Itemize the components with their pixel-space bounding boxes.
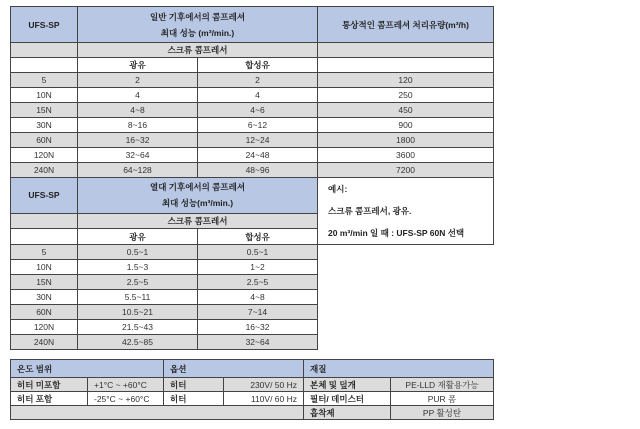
table-row	[11, 290, 494, 305]
temp-value: -25°C ~ +60°C	[88, 392, 164, 406]
spec-row	[11, 392, 494, 406]
table-row	[11, 163, 494, 178]
flow-cell: 7200	[318, 163, 494, 178]
col-mineral: 광유	[78, 229, 198, 245]
flow-cell: 450	[318, 103, 494, 118]
synthetic-cell: 6~12	[198, 118, 318, 133]
normal-title	[78, 7, 318, 43]
flow-cell: 1800	[318, 133, 494, 148]
option-label: 히터	[164, 378, 224, 392]
option-label: 히터	[164, 392, 224, 406]
table-row	[11, 260, 494, 275]
mineral-cell: 4~8	[78, 103, 198, 118]
tropical-title	[78, 178, 318, 214]
synthetic-cell: 7~14	[198, 305, 318, 320]
flow-cell: 250	[318, 88, 494, 103]
model-cell: 240N	[11, 163, 78, 178]
table-row	[11, 305, 494, 320]
mineral-cell: 2	[78, 73, 198, 88]
material-label: 흡착제	[304, 406, 391, 420]
synthetic-cell: 24~48	[198, 148, 318, 163]
material-header: 재질	[304, 360, 494, 378]
model-cell: 60N	[11, 305, 78, 320]
option-value: 230V/ 50 Hz	[224, 378, 304, 392]
mineral-cell: 8~16	[78, 118, 198, 133]
material-value: PE-LLD 재활용가능	[391, 378, 494, 392]
table-row	[11, 245, 494, 260]
material-label: 본체 및 덮개	[304, 378, 391, 392]
model-cell: 30N	[11, 290, 78, 305]
synthetic-cell: 0.5~1	[198, 245, 318, 260]
synthetic-cell: 1~2	[198, 260, 318, 275]
material-value: PP 활성탄	[391, 406, 494, 420]
col-synthetic: 합성유	[198, 229, 318, 245]
table-row	[11, 88, 494, 103]
model-cell: 10N	[11, 88, 78, 103]
model-cell: 120N	[11, 320, 78, 335]
table-row	[11, 335, 494, 350]
mineral-cell: 1.5~3	[78, 260, 198, 275]
flow-header: 통상적인 콤프레셔 처리유량(m³/h)	[318, 7, 494, 43]
blank	[11, 229, 78, 245]
synthetic-cell: 4	[198, 88, 318, 103]
temp-label: 히터 포함	[11, 392, 88, 406]
table-row	[11, 275, 494, 290]
spec-row	[11, 378, 494, 392]
capacity-table	[10, 6, 494, 350]
mineral-cell: 21.5~43	[78, 320, 198, 335]
tropical-title-2: 최대 성능(m³/min.)	[161, 198, 234, 209]
table-row	[11, 73, 494, 88]
table-row	[11, 103, 494, 118]
temp-label: 히터 미포함	[11, 378, 88, 392]
normal-title-2: 최대 성능 (m³/min.)	[160, 27, 235, 38]
model-cell: 15N	[11, 103, 78, 118]
model-cell: 60N	[11, 133, 78, 148]
model-cell: 10N	[11, 260, 78, 275]
model-cell: 120N	[11, 148, 78, 163]
table-row	[11, 118, 494, 133]
compressor-type: 스크류 콤프레서	[78, 213, 318, 229]
mineral-cell: 64~128	[78, 163, 198, 178]
specs-table	[10, 359, 494, 420]
synthetic-cell: 16~32	[198, 320, 318, 335]
temp-header: 온도 범위	[11, 360, 164, 378]
mineral-cell: 32~64	[78, 148, 198, 163]
blank	[318, 58, 494, 73]
example-line2: 20 m³/min 일 때 : UFS-SP 60N 선택	[328, 228, 465, 238]
mineral-cell: 42.5~85	[78, 335, 198, 350]
blank	[318, 43, 494, 58]
synthetic-cell: 48~96	[198, 163, 318, 178]
table-row	[11, 148, 494, 163]
model-cell: 5	[11, 73, 78, 88]
model-cell: 15N	[11, 275, 78, 290]
example-line1: 스크류 콤프레서, 광유.	[328, 206, 412, 216]
temp-value: +1°C ~ +60°C	[88, 378, 164, 392]
example-box	[318, 178, 494, 245]
synthetic-cell: 2.5~5	[198, 275, 318, 290]
blank	[11, 406, 304, 420]
model-cell: 30N	[11, 118, 78, 133]
material-label: 필터/ 데미스터	[304, 392, 391, 406]
example-title: 예시:	[328, 184, 348, 194]
blank	[11, 58, 78, 73]
model-cell: 240N	[11, 335, 78, 350]
synthetic-cell: 32~64	[198, 335, 318, 350]
blank	[11, 213, 78, 229]
flow-cell: 3600	[318, 148, 494, 163]
model-cell: 5	[11, 245, 78, 260]
mineral-cell: 10.5~21	[78, 305, 198, 320]
col-mineral: 광유	[78, 58, 198, 73]
option-header: 옵션	[164, 360, 304, 378]
mineral-cell: 2.5~5	[78, 275, 198, 290]
material-value: PUR 폼	[391, 392, 494, 406]
synthetic-cell: 12~24	[198, 133, 318, 148]
synthetic-cell: 4~6	[198, 103, 318, 118]
mineral-cell: 4	[78, 88, 198, 103]
col-synthetic: 합성유	[198, 58, 318, 73]
model-header: UFS-SP	[11, 178, 78, 214]
mineral-cell: 5.5~11	[78, 290, 198, 305]
flow-cell: 120	[318, 73, 494, 88]
table-row	[11, 320, 494, 335]
option-value: 110V/ 60 Hz	[224, 392, 304, 406]
synthetic-cell: 4~8	[198, 290, 318, 305]
mineral-cell: 0.5~1	[78, 245, 198, 260]
table-row	[11, 133, 494, 148]
mineral-cell: 16~32	[78, 133, 198, 148]
model-header: UFS-SP	[11, 7, 78, 43]
tropical-title-1: 열대 기후에서의 콤프레셔	[149, 182, 246, 193]
normal-title-1: 일반 기후에서의 콤프레셔	[149, 11, 246, 22]
flow-cell: 900	[318, 118, 494, 133]
compressor-type: 스크류 콤프레서	[78, 43, 318, 58]
synthetic-cell: 2	[198, 73, 318, 88]
blank	[11, 43, 78, 58]
